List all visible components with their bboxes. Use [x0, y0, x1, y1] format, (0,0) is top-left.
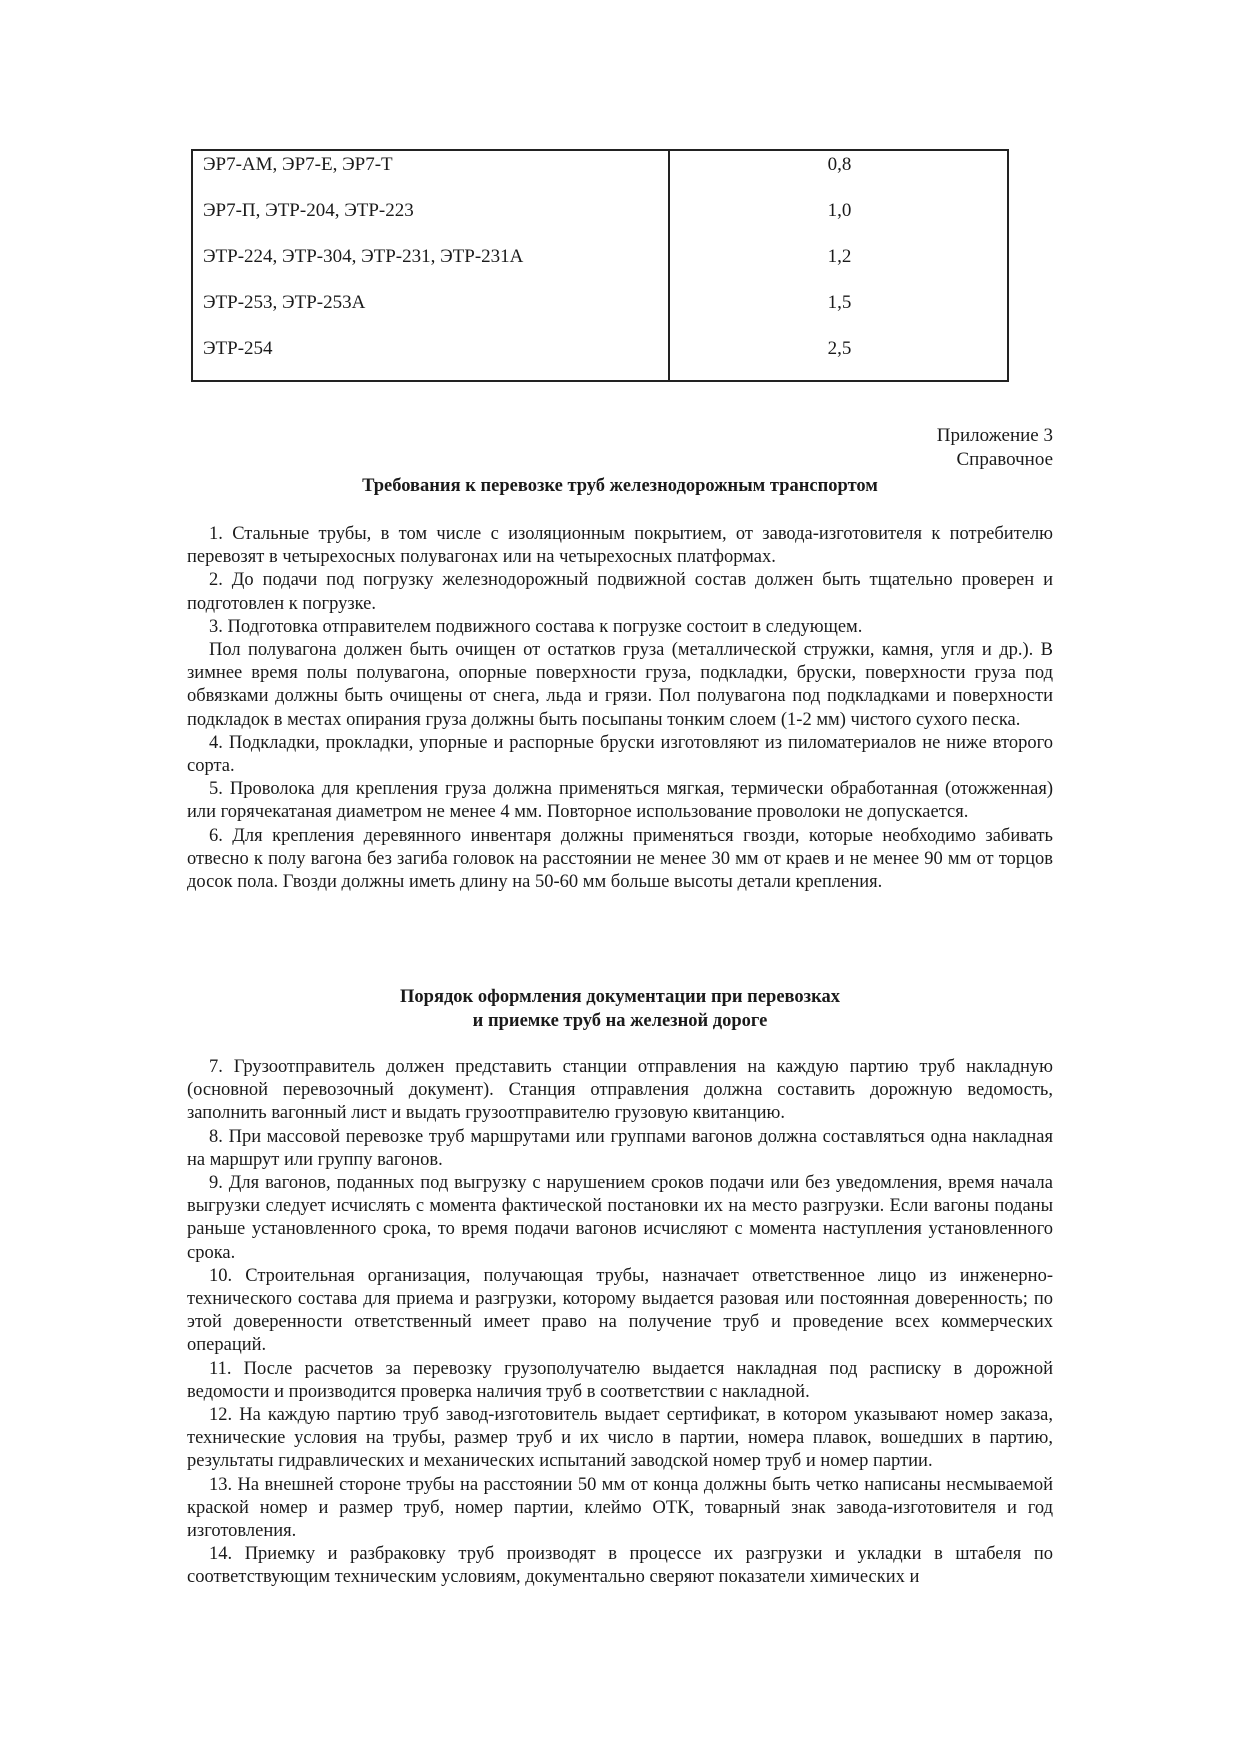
paragraph: Пол полувагона должен быть очищен от остатков груза (металлической стружки, камня, угля и др.). В зимнее время полы полувагона, опорные поверхности груза, подкладки, бруски, поверхности груза под обвязками должны быть очищены от снега, льда и грязи. Пол полувагона под подкладками и поверхности подкладок в местах опирания груза должны быть посыпаны тонким слоем (1-2 мм) чистого сухого песка. — [187, 640, 1053, 730]
table-row — [193, 291, 1007, 337]
table-row — [193, 337, 1007, 383]
paragraph: 1. Стальные трубы, в том числе с изоляционным покрытием, от завода-изготовителя к потребителю перевозят в четырехосных полувагонах или на четырехосных платформах. — [187, 524, 1053, 568]
table-cell-value: 1,5 — [827, 292, 852, 313]
table-cell-value: 0,8 — [827, 154, 852, 175]
coefficient-table — [191, 149, 1009, 382]
paragraph: 10. Строительная организация, получающая трубы, назначает ответственное лицо из инженерно-технического состава для приема и разгрузки, которому выдается разовая или постоянная доверенность; по этой доверенности ответственный имеет право на получение труб и проведение всех коммерческих операций. — [187, 1265, 1053, 1356]
table-cell-name: ЭТР-254 — [203, 338, 273, 359]
paragraph: 13. На внешней стороне трубы на расстоянии 50 мм от конца должны быть четко написаны несмываемой краской номер и размер труб, номер партии, клеймо ОТК, товарный знак завода-изготовителя и год изготовления. — [187, 1474, 1053, 1542]
table-cell-value: 1,0 — [827, 200, 852, 221]
paragraph: 14. Приемку и разбраковку труб производят в процессе их разгрузки и укладки в штабеля по соответствующим техническим условиям, документально сверяют показатели химических и — [187, 1544, 1053, 1588]
table-cell-name: ЭР7-П, ЭТР-204, ЭТР-223 — [203, 200, 414, 221]
section-body — [187, 523, 1053, 894]
paragraph: 9. Для вагонов, поданных под выгрузку с нарушением сроков подачи или без уведомления, время начала выгрузки следует исчислять с момента фактической постановки их на место разгрузки. Если вагоны поданы раньше установленного срока, то время подачи вагонов исчисляют с момента наступления установленного срока. — [187, 1173, 1053, 1263]
paragraph: 2. До подачи под погрузку железнодорожный подвижной состав должен быть тщательно проверен и подготовлен к погрузке. — [187, 570, 1053, 614]
table-cell-value: 1,2 — [827, 246, 852, 267]
section-title-line: и приемке труб на железной дороге — [472, 1011, 768, 1031]
appendix-number: Приложение 3 — [936, 425, 1053, 446]
table-cell-name: ЭТР-224, ЭТР-304, ЭТР-231, ЭТР-231А — [203, 246, 524, 267]
section-title: Требования к перевозке труб железнодорожным транспортом — [362, 476, 878, 496]
table-cell-name: ЭТР-253, ЭТР-253А — [203, 292, 366, 313]
table-row — [193, 245, 1007, 291]
paragraph: 5. Проволока для крепления груза должна применяться мягкая, термически обработанная (отожженная) или горячекатаная диаметром не менее 4 мм. Повторное использование проволоки не допускается. — [187, 779, 1053, 823]
table-cell-name: ЭР7-АМ, ЭР7-Е, ЭР7-Т — [203, 154, 393, 175]
table-row — [193, 153, 1007, 199]
appendix-type: Справочное — [956, 449, 1053, 470]
paragraph: 8. При массовой перевозке труб маршрутами или группами вагонов должна составляться одна накладная на маршрут или группу вагонов. — [187, 1126, 1053, 1170]
appendix-label — [937, 424, 1053, 472]
paragraph: 7. Грузоотправитель должен представить станции отправления на каждую партию труб накладную (основной перевозочный документ). Станция отправления должна составить дорожную ведомость, заполнить вагонный лист и выдать грузоотправителю грузовую квитанцию. — [187, 1057, 1053, 1124]
paragraph: 11. После расчетов за перевозку грузополучателю выдается накладная под расписку в дорожной ведомости и производится проверка наличия труб в соответствии с накладной. — [187, 1358, 1053, 1402]
paragraph: 4. Подкладки, прокладки, упорные и распорные бруски изготовляют из пиломатериалов не ниже второго сорта. — [187, 732, 1053, 777]
section-body — [187, 1056, 1053, 1590]
paragraph: 12. На каждую партию труб завод-изготовитель выдает сертификат, в котором указывают номер заказа, технические условия на трубы, размер труб и их число в партии, номера плавок, вошедших в партию, результаты гидравлических и механических испытаний заводской номер труб и номер партии. — [187, 1405, 1053, 1472]
paragraph: 3. Подготовка отправителем подвижного состава к погрузке состоит в следующем. — [209, 616, 863, 637]
section-title-line: Порядок оформления документации при перевозках — [400, 987, 840, 1007]
table-row — [193, 199, 1007, 245]
paragraph: 6. Для крепления деревянного инвентаря должны применяться гвозди, которые необходимо забивать отвесно к полу вагона без загиба головок на расстоянии не менее 30 мм от краев и не менее 90 мм от торцов досок пола. Гвозди должны иметь длину на 50-60 мм больше высоты детали крепления. — [187, 825, 1053, 893]
section-title — [187, 985, 1053, 1033]
table-cell-value: 2,5 — [827, 338, 852, 359]
